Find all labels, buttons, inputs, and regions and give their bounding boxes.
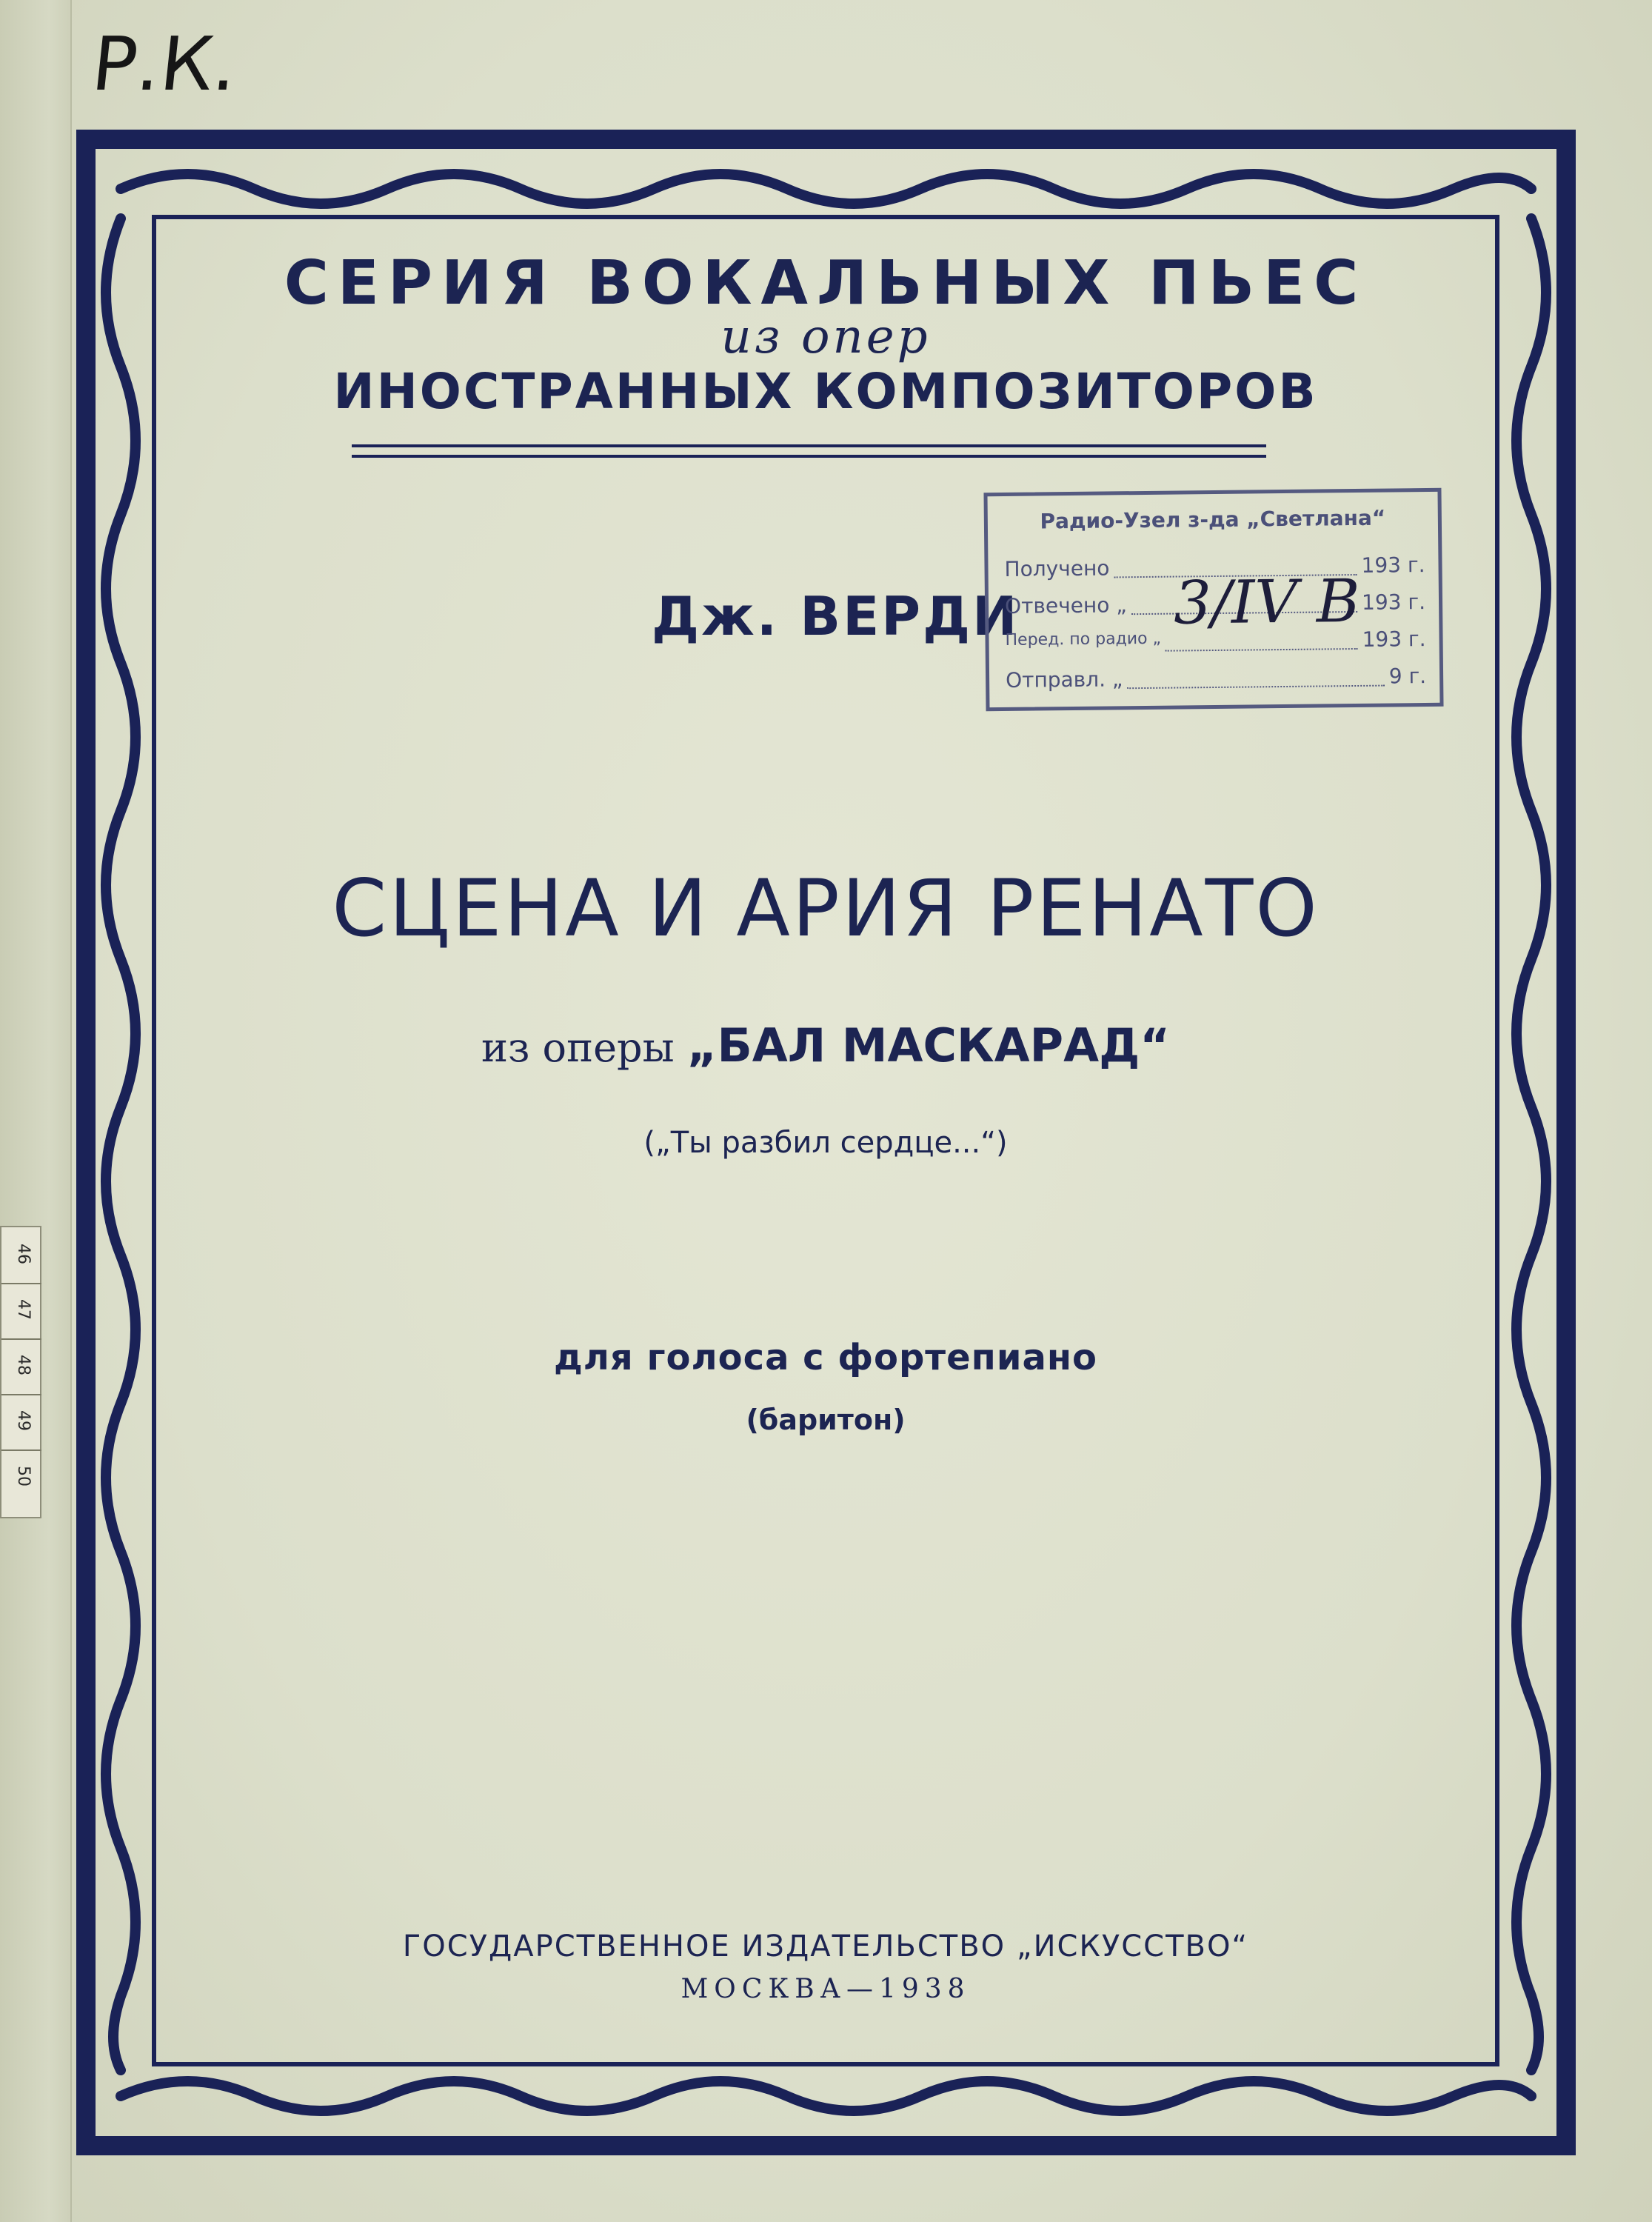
- stamp-handwriting: 3/IV В: [1173, 566, 1360, 638]
- opera-name: „БАЛ МАСКАРАД“: [686, 1018, 1171, 1072]
- voice-type: (баритон): [746, 1404, 906, 1436]
- stamp-row: Перед. по радио „ 193 г.: [1005, 627, 1426, 652]
- stamp-row: Отправл. „ 9 г.: [1005, 664, 1427, 693]
- author-name: Дж. ВЕРДИ: [652, 585, 1020, 647]
- library-spine-tab: [0, 1226, 41, 1518]
- work-title: СЦЕНА И АРИЯ РЕНАТО: [332, 863, 1320, 954]
- spine-tab-number: 47: [14, 1299, 33, 1320]
- publisher-name: ГОСУДАРСТВЕННОЕ ИЗДАТЕЛЬСТВО „ИСКУССТВО“: [402, 1929, 1249, 1964]
- opera-subtitle: [152, 1018, 1499, 1072]
- title-rule-bottom: [352, 455, 1266, 458]
- publication-place-year: МОСКВА—1938: [680, 1974, 971, 2004]
- spine-tab-number: 48: [14, 1355, 33, 1375]
- stamp-row: Получено 193 г.: [1004, 553, 1425, 581]
- spine-tab-number: 50: [14, 1466, 33, 1487]
- series-title-line1: СЕРИЯ ВОКАЛЬНЫХ ПЬЕС: [284, 248, 1368, 318]
- stamp-header: Радио-Узел з-да „Светлана“: [1040, 505, 1386, 534]
- handwritten-mark: Р.К.: [87, 21, 242, 107]
- aria-quote: („Ты разбил сердце...“): [643, 1126, 1008, 1160]
- instrumentation: для голоса с фортепиано: [553, 1337, 1098, 1378]
- stamp-row: Отвечено „ 193 г.: [1004, 590, 1426, 618]
- series-title-line2: из опер: [720, 310, 931, 364]
- opera-prefix: из оперы: [481, 1024, 687, 1071]
- spine-strip: [0, 0, 72, 2222]
- spine-tab-number: 46: [14, 1244, 33, 1264]
- spine-tab-number: 49: [14, 1410, 33, 1431]
- title-rule-top: [352, 444, 1266, 447]
- series-title-line3: ИНОСТРАННЫХ КОМПОЗИТОРОВ: [333, 363, 1318, 420]
- received-stamp: [983, 488, 1443, 711]
